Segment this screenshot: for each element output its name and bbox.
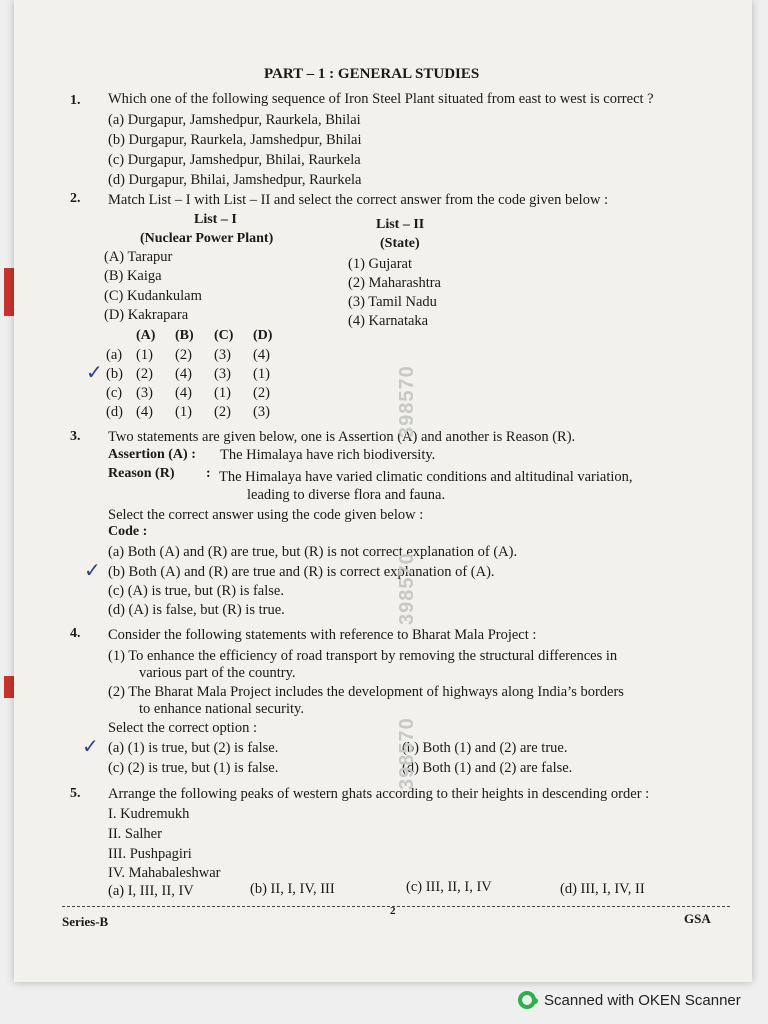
scanner-badge: [518, 988, 741, 1012]
q4-statement-2b: to enhance national security.: [139, 701, 304, 717]
q3-code-label: Code :: [108, 524, 148, 539]
q3-option-b: (b) Both (A) and (R) are true and (R) is correct explanation of (A).: [108, 564, 495, 580]
footer-code: GSA: [684, 911, 711, 926]
code-row-d-label: (d): [106, 404, 123, 420]
watermark-serial: 398570: [396, 552, 418, 625]
code-row-b-val: (2): [136, 366, 153, 382]
assertion-text: The Himalaya have rich biodiversity.: [220, 447, 436, 463]
list2-subtitle: (State): [380, 236, 420, 251]
list2-item-3: (3) Tamil Nadu: [348, 294, 437, 310]
answer-tick-mark: ✓: [86, 360, 103, 384]
q1-option-d: (d) Durgapur, Bhilai, Jamshedpur, Raurkela: [108, 172, 362, 188]
footer-series: Series-B: [62, 914, 109, 929]
reason-text-2: leading to diverse flora and fauna.: [247, 487, 446, 503]
code-row-d-val: (3): [253, 404, 270, 420]
code-row-b-val: (4): [175, 366, 192, 382]
list1-item-c: (C) Kudankulam: [104, 288, 202, 304]
code-row-d-val: (4): [136, 404, 153, 420]
exam-page: [14, 0, 752, 982]
watermark-serial: 398570: [396, 365, 418, 438]
answer-tick-mark: ✓: [82, 734, 99, 758]
q1-number: 1.: [70, 93, 81, 108]
answer-tick-mark: ✓: [84, 558, 101, 582]
q1-text: Which one of the following sequence of Iron Steel Plant situated from east to west is correct ?: [108, 91, 654, 107]
part-title: PART – 1 : GENERAL STUDIES: [264, 66, 480, 82]
q4-select-instruction: Select the correct option :: [108, 720, 257, 736]
reason-colon: :: [206, 466, 211, 481]
q2-text: Match List – I with List – II and select the correct answer from the code given below :: [108, 192, 609, 208]
list2-item-4: (4) Karnataka: [348, 313, 429, 329]
reason-text-1: The Himalaya have varied climatic conditions and altitudinal variation,: [219, 469, 633, 485]
assertion-label: Assertion (A) :: [108, 447, 196, 462]
q5-option-b: (b) II, I, IV, III: [250, 881, 335, 897]
code-row-d-val: (1): [175, 404, 192, 420]
q1-option-a: (a) Durgapur, Jamshedpur, Raurkela, Bhilai: [108, 112, 361, 128]
code-row-a-val: (4): [253, 347, 270, 363]
q5-option-d: (d) III, I, IV, II: [560, 881, 645, 897]
list2-item-2: (2) Maharashtra: [348, 275, 441, 291]
footer-page-number: 2: [390, 905, 396, 917]
list1-item-a: (A) Tarapur: [104, 249, 173, 265]
q1-option-b: (b) Durgapur, Raurkela, Jamshedpur, Bhilai: [108, 132, 362, 148]
q5-option-a: (a) I, III, II, IV: [108, 883, 194, 899]
list1-title: List – I: [194, 212, 237, 227]
q4-option-c: (c) (2) is true, but (1) is false.: [108, 760, 279, 776]
code-row-b-val: (1): [253, 366, 270, 382]
q5-number: 5.: [70, 786, 81, 801]
q4-option-b: (b) Both (1) and (2) are true.: [402, 740, 568, 756]
code-row-a-val: (2): [175, 347, 192, 363]
list2-title: List – II: [376, 217, 425, 232]
q4-text: Consider the following statements with reference to Bharat Mala Project :: [108, 627, 537, 643]
q5-item-1: I. Kudremukh: [108, 806, 190, 822]
q4-option-d: (d) Both (1) and (2) are false.: [402, 760, 573, 776]
list1-item-b: (B) Kaiga: [104, 268, 162, 284]
q4-statement-2a: (2) The Bharat Mala Project includes the development of highways along India’s borders: [108, 684, 624, 700]
watermark-serial: 398570: [396, 717, 418, 790]
q2-number: 2.: [70, 191, 81, 206]
code-header-a: (A): [136, 328, 156, 343]
reason-label: Reason (R): [108, 466, 175, 481]
q4-number: 4.: [70, 626, 81, 641]
list2-item-1: (1) Gujarat: [348, 256, 413, 272]
code-row-c-val: (2): [253, 385, 270, 401]
footer-divider: [62, 906, 730, 907]
q5-item-3: III. Pushpagiri: [108, 846, 192, 862]
q3-option-d: (d) (A) is false, but (R) is true.: [108, 602, 285, 618]
code-row-c-val: (3): [136, 385, 153, 401]
code-header-b: (B): [175, 328, 194, 343]
q3-select-instruction: Select the correct answer using the code given below :: [108, 507, 424, 523]
q5-option-c: (c) III, II, I, IV: [406, 879, 492, 895]
q3-option-a: (a) Both (A) and (R) are true, but (R) is not correct explanation of (A).: [108, 544, 518, 560]
red-tab-lower: [4, 676, 14, 698]
code-row-b-val: (3): [214, 366, 231, 382]
q4-option-a: (a) (1) is true, but (2) is false.: [108, 740, 279, 756]
scanner-text: Scanned with OKEN Scanner: [544, 991, 741, 1009]
q3-number: 3.: [70, 429, 81, 444]
code-header-d: (D): [253, 328, 273, 343]
code-row-b-label: (b): [106, 366, 123, 382]
list1-subtitle: (Nuclear Power Plant): [140, 231, 274, 246]
code-row-d-val: (2): [214, 404, 231, 420]
q3-option-c: (c) (A) is true, but (R) is false.: [108, 583, 284, 599]
q5-item-2: II. Salher: [108, 826, 162, 842]
q5-item-4: IV. Mahabaleshwar: [108, 865, 221, 881]
q4-statement-1a: (1) To enhance the efficiency of road transport by removing the structural differences in: [108, 648, 618, 664]
list1-item-d: (D) Kakrapara: [104, 307, 189, 323]
q4-statement-1b: various part of the country.: [139, 665, 296, 681]
code-row-c-label: (c): [106, 385, 123, 401]
red-tab-upper: [4, 268, 14, 316]
q3-text: Two statements are given below, one is Assertion (A) and another is Reason (R).: [108, 429, 576, 445]
code-row-c-val: (1): [214, 385, 231, 401]
q5-text: Arrange the following peaks of western ghats according to their heights in descending order :: [108, 786, 650, 802]
code-row-c-val: (4): [175, 385, 192, 401]
oken-logo-icon: [518, 991, 536, 1009]
code-row-a-val: (3): [214, 347, 231, 363]
code-row-a-label: (a): [106, 347, 123, 363]
code-header-c: (C): [214, 328, 234, 343]
q1-option-c: (c) Durgapur, Jamshedpur, Bhilai, Raurkela: [108, 152, 361, 168]
code-row-a-val: (1): [136, 347, 153, 363]
